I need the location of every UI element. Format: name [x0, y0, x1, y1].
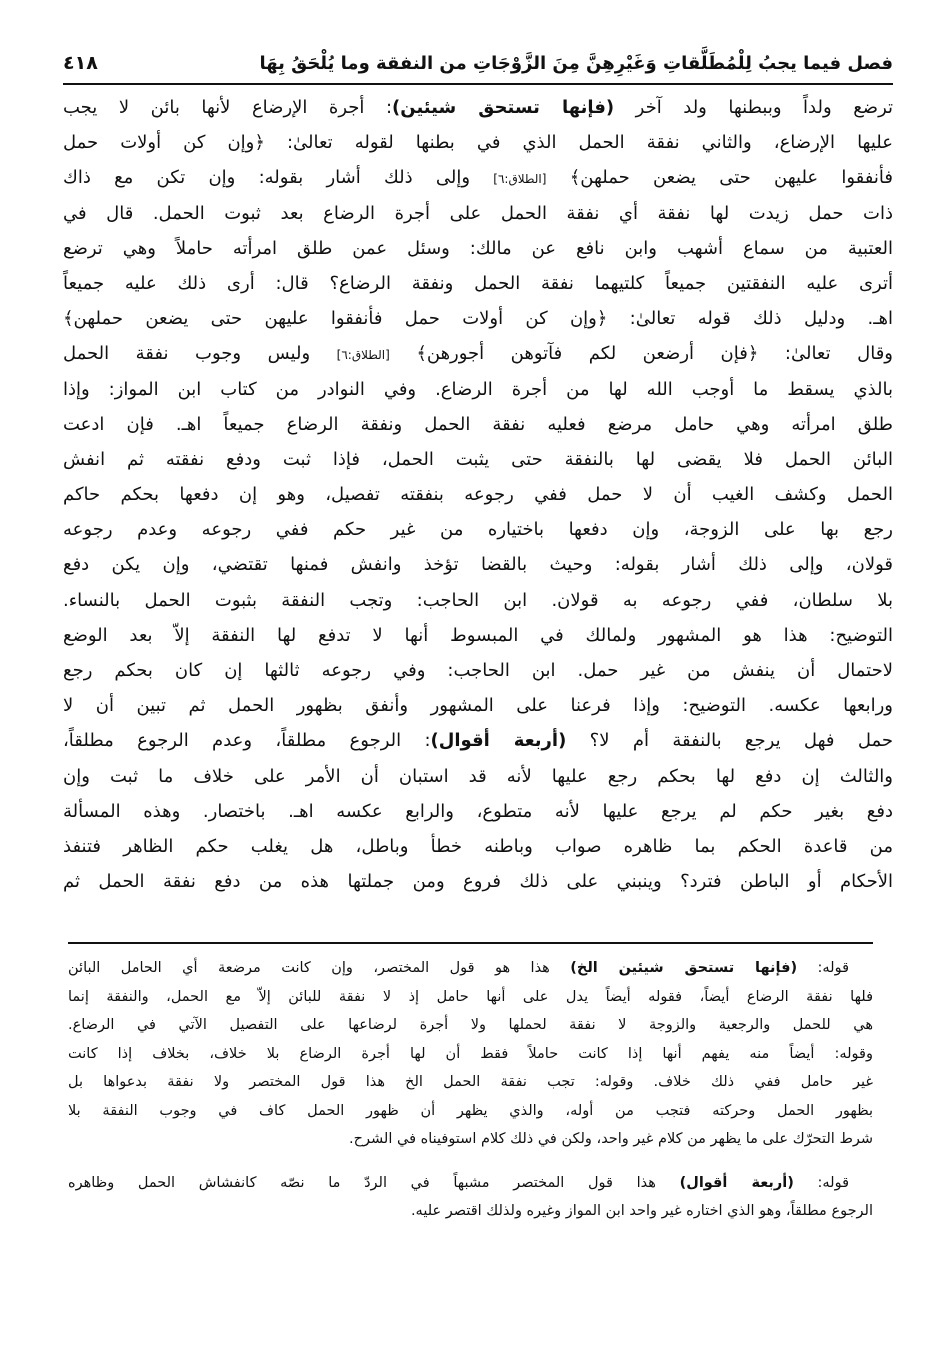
text-segment: لاحتمال أن ينفش من غير حمل. ابن الحاجب: وفي رجوعه ثالثها إن كان بحكم رجع — [63, 660, 893, 681]
text-line — [63, 547, 893, 582]
text-line — [63, 723, 893, 758]
text-segment: بظهور الحمل وحركته فتجب من أوله، والذي يظهر أن ظهور الحمل كاف في وجوب النفقة بلا — [68, 1102, 873, 1119]
text-line — [63, 231, 893, 266]
text-segment: طلق امرأته وهي حامل مرضع فعليه نفقة الحمل ونفقة الرضاع جميعاً اهـ. فإن ادعت — [63, 413, 893, 435]
text-line — [63, 618, 893, 653]
text-line — [63, 477, 893, 512]
text-segment: شرط التحرّك على ما يظهر من كلام غير واحد، ولكن في ذلك كلام استوفيناه في الشرح. — [349, 1131, 873, 1147]
text-line — [63, 864, 893, 899]
text-segment: وقوله: أيضاً منه يفهم أنها إذا كانت حاملاً فقط أن لها أجرة الرضاع بلا خلاف، بخلاف إذا كانت — [68, 1045, 873, 1062]
text-segment: قوله: — [797, 960, 850, 976]
text-segment: قوله: — [793, 1174, 850, 1191]
text-line — [63, 583, 893, 618]
text-line — [63, 829, 893, 864]
text-segment: وإلى ذلك أشار بقوله: وإن تكن مع ذاك — [63, 167, 494, 189]
footnotes — [68, 954, 873, 1226]
footnote-line — [68, 1011, 873, 1040]
text-line — [63, 512, 893, 547]
text-segment: البائن الحمل فلا يقضى لها بالنفقة حتى يثبت الحمل، فإذا ثبت ودفع نفقته ثم انفش — [63, 448, 893, 470]
text-segment: ترضع ولداً وببطنها ولد آخر — [614, 97, 894, 118]
text-segment: حمل فهل يرجع بالنفقة أم لا؟ — [566, 730, 893, 752]
main-text — [63, 90, 893, 899]
text-segment: أترى عليه النفقتين جميعاً كلتيهما نفقة الحمل ونفقة الرضاع؟ قال: أرى ذلك عليه جميعاً — [63, 272, 893, 294]
text-segment: عليها الإرضاع، والثاني نفقة الحمل الذي في بطنها لقوله تعالىٰ: ﴿وإن كن أولات حمل — [63, 132, 893, 154]
text-line — [63, 372, 893, 407]
quran-reference: [الطلاق:٦] — [493, 172, 547, 187]
text-line — [63, 266, 893, 301]
text-segment: الرجوع مطلقاً، وهو الذي اختاره غير واحد ابن المواز وغيره ولذلك اقتصر عليه. — [410, 1203, 873, 1219]
text-segment: ذات حمل زيدت لها نفقة أي نفقة الحمل على أجرة الرضاع بعد ثبوت الحمل. قال في — [63, 202, 893, 224]
footnote-line — [68, 983, 873, 1012]
footnote-line — [68, 1125, 873, 1154]
text-segment: وقال تعالىٰ: ﴿فإن أرضعن لكم فآتوهن أجورهن﴾ — [389, 343, 893, 365]
text-segment: دفع بغير حكم لم يرجع عليها لأنه متطوع، والرابع عكسه اهـ. باختصار. وهذه المسألة — [63, 800, 893, 822]
quoted-matn: (فإنها تستحق شيئين) — [392, 97, 615, 118]
text-line — [63, 759, 893, 794]
text-segment: هذا قول المختصر مشبهاً في الردّ ما نصّه كانفشاش الحمل وظاهره — [68, 1174, 680, 1191]
text-line — [63, 336, 893, 371]
text-segment: : الرجوع مطلقاً، وعدم الرجوع مطلقاً، — [63, 730, 431, 752]
text-segment: من قاعدة الحكم بما ظاهره صواب وباطنه خطأ وباطل، هل يغلب حكم الظاهر فتنفذ — [63, 835, 893, 857]
text-segment: وليس وجوب نفقة الحمل — [63, 343, 337, 365]
text-segment: ورابعها عكسه. التوضيح: وإذا فرعنا على المشهور وأنفق بظهور الحمل ثم تبين أن لا — [63, 695, 893, 717]
text-segment: رجع بها على الزوجة، وإن دفعها باختياره من غير حكم ففي رجوعه وعدم رجوعه — [63, 519, 893, 541]
footnote-gap — [68, 1154, 873, 1169]
text-segment: هي للحمل والرجعية والزوجة لا نفقة لحملها ولا أجرة لرضاعها على التفصيل الآتي في الرضاع. — [68, 1017, 873, 1033]
text-segment: والثالث إن دفع لها بحكم رجع عليها لأنه قد استبان أن الأمر على خلاف ما ثبت وإن — [63, 765, 893, 787]
text-segment: بالذي يسقط ما أوجب الله لها من أجرة الرضاع. وفي النوادر من كتاب ابن المواز: وإذا — [63, 378, 893, 400]
text-segment: اهـ. ودليل ذلك قوله تعالىٰ: ﴿وإن كن أولات حمل فأنفقوا عليهن حتى يضعن حملهن﴾ — [63, 308, 893, 330]
header-rule — [63, 83, 893, 85]
text-segment: قولان، وإلى ذلك أشار بقوله: وحيث بالقضا تؤخذ وانفش فمنها تقتضي، وإن يكن دفع — [63, 554, 893, 576]
text-line — [63, 160, 893, 195]
text-segment: هذا هو قول المختصر، وإن كانت مرضعة أي الحامل البائن — [68, 960, 571, 976]
quoted-matn: (أربعة أقوال) — [430, 730, 567, 752]
footnote-line — [68, 1197, 873, 1226]
quoted-matn: (أربعة أقوال) — [679, 1174, 794, 1191]
running-header — [63, 44, 893, 82]
text-segment: فلها نفقة الرضاع أيضاً، فقوله أيضاً يدل على أنها حامل إذ لا نفقة للبائن إلاّ مع الحمل، والنفقة إنما — [68, 988, 873, 1005]
text-segment: العتبية من سماع أشهب وابن نافع عن مالك: وسئل عمن طلق امرأته حاملاً وهي ترضع — [63, 237, 893, 259]
text-segment: غير حامل ففي ذلك خلاف. وقوله: تجب نفقة الحمل الخ هذا قول المختصر ولا نفقة بدعواها بل — [68, 1074, 873, 1090]
text-line — [63, 90, 893, 125]
text-segment: الأحكام أو الباطن فترد؟ وينبني على ذلك فروع ومن جملتها هذه من دفع نفقة الحمل ثم — [63, 871, 893, 893]
footnote-line — [68, 1169, 873, 1198]
chapter-title: فصل فيما يجبُ لِلْمُطَلَّقاتِ وَغَيْرِهِنَّ مِنَ الزَّوْجَاتِ من النفقة وما يُلْحَقُ بِهَا — [259, 52, 893, 74]
footnote-line — [68, 954, 873, 983]
text-segment: بلا سلطان، ففي رجوعه به قولان. ابن الحاجب: وتجب النفقة بثبوت الحمل بالنساء. — [63, 589, 893, 611]
text-segment: فأنفقوا عليهن حتى يضعن حملهن﴾ — [546, 167, 893, 189]
text-line — [63, 442, 893, 477]
text-line — [63, 125, 893, 160]
text-line — [63, 407, 893, 442]
text-line — [63, 301, 893, 336]
quoted-matn: (فإنها تستحق شيئين الخ) — [570, 960, 798, 976]
text-segment: التوضيح: هذا هو المشهور ولمالك في المبسوط أنها لا تدفع لها النفقة إلاّ بعد الوضع — [63, 624, 893, 646]
text-segment: : أجرة الإرضاع لأنها بائن لا يجب — [63, 97, 393, 118]
quran-reference: [الطلاق:٦] — [336, 348, 390, 363]
footnote-separator — [68, 942, 873, 944]
text-line — [63, 196, 893, 231]
footnote-line — [68, 1040, 873, 1069]
footnote-line — [68, 1068, 873, 1097]
footnote-line — [68, 1097, 873, 1126]
text-segment: الحمل وكشف الغيب أن لا حمل ففي رجوعه بنفقته تفصيل، وهو إن دفعها بحكم حاكم — [63, 484, 893, 506]
text-line — [63, 688, 893, 723]
text-line — [63, 653, 893, 688]
text-line — [63, 794, 893, 829]
page-number: ٤١٨ — [63, 52, 98, 74]
